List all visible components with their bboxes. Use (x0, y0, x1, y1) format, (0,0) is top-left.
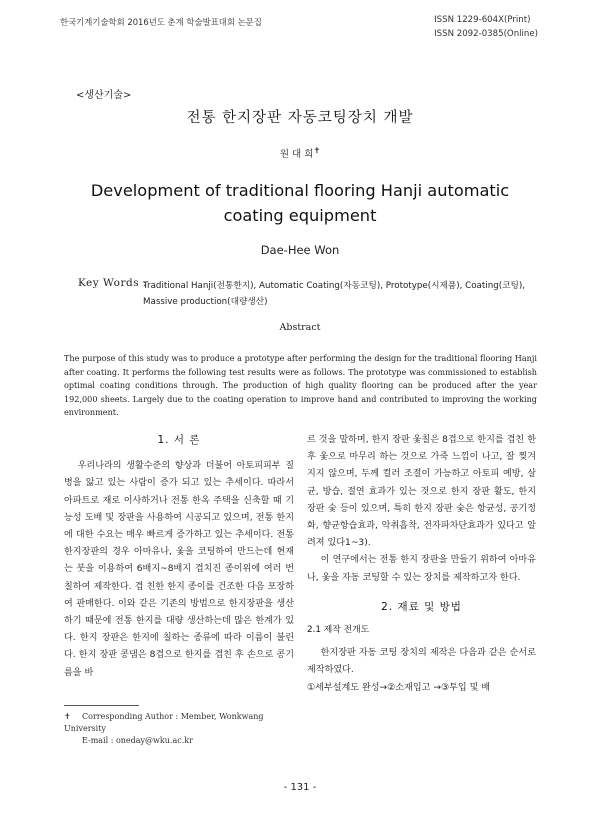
abstract-text: The purpose of this study was to produce a prototype after performing the design for the traditional flooring Hanji after coating. It performs the following test results were as follows. The prototype was commissioned to establish optimal coating conditions through. The production of high quality flooring can be produced after the year 192,000 sheets. Largely due to the coating operation to improve hand and contributed to improving the working environment. (64, 353, 537, 418)
footnote (64, 711, 296, 747)
page-number: - 131 - (283, 782, 317, 793)
issn-online: ISSN 2092-0385(Online) (434, 29, 538, 39)
keywords-label: Key Words : (78, 277, 147, 289)
author-english: Dae-Hee Won (260, 243, 340, 257)
section-tag: <생산기술> (76, 90, 132, 101)
methods-subheading: 2.1 제작 전개도 (307, 625, 370, 636)
issn-print: ISSN 1229-604X(Print) (434, 15, 531, 25)
conference-header: 한국기계기술학회 2016년도 춘계 학술발표대회 논문집 (60, 17, 262, 27)
author-korean-name: 원 대 희 (279, 149, 314, 161)
footnote-line-2: E-mail : oneday@wku.ac.kr (82, 736, 193, 745)
title-korean: 전통 한지장판 자동코팅장치 개발 (186, 110, 414, 126)
footnote-rule (64, 705, 139, 706)
intro-column-left (64, 432, 294, 682)
footnote-mark: ✝ (64, 712, 71, 721)
issn-block (434, 13, 538, 41)
intro-paragraph: 우리나라의 생활수준의 향상과 더불어 아토피피부 질병을 앓고 있는 사람이 증가 되고 있는 추세이다. 따라서 아파트로 재로 이사하거나 전통 한옥 주택을 신축할 때 기능성 도배 및 장판을 사용하여 시공되고 있으며, 전통 한지에 대한 수요는 매우 빠르게 증가하고 있는 추세이다. 전통 한지장판의 경우 아마유나, 옻을 코팅하여 만드는데 현재는 붓을 이용하여 6배지~8배지 겹치진 종이위에 여러 번 칠하여 제작한다. 겹 친한 한지 종이를 건조한 다음 포장하여 판매한다. 이와 같은 기존의 방법으로 한지장판을 생산하기 때문에 전통 한지를 대량 생산하는데 많은 한계가 있다. 한지 장판은 한지에 칠하는 종류에 따라 이름이 불린다. 한지 장판 콩댐은 8겹으로 한지를 겹친 후 손으로 콩기름을 바 (64, 461, 294, 678)
methods-heading: 2. 재료 및 방법 (381, 600, 462, 613)
abstract-title: Abstract (279, 322, 321, 333)
intro-heading: 1. 서 론 (157, 434, 201, 446)
footnote-line-1: Corresponding Author : Member, Wonkwang University (64, 712, 264, 733)
column-right (307, 432, 536, 697)
author-mark: ✝ (313, 146, 321, 155)
methods-paragraph-1: 한지장판 자동 코팅 장치의 제작은 다음과 같은 순서로 제작하였다. (307, 648, 536, 676)
intro-paragraph-2: 이 연구에서는 전통 한지 장판을 만들기 위하여 아마유나, 옻을 자동 코팅할 수 있는 장치를 제작하고자 한다. (307, 555, 536, 583)
intro-paragraph-continued: 르 것을 말하며, 한지 장판 옻칠은 8겹으로 한지를 겹친 한 후 옻으로 마무리 하는 것으로 가죽 느낌이 나고, 잘 찢겨지지 않으며, 두께 컬러 조절이 가능하고 아토피 예방, 살균, 방습, 절연 효과가 있는 것으로 한지 장판 활도, 한지 장판 숯 등이 있으며, 특히 한지 장판 숯은 항균성, 공기정화, 향균항습효과, 악취흡착, 전자파차단효과가 있다고 알려져 있다1~3). (307, 435, 536, 549)
methods-paragraph-2: ①세부설계도 완성→②소재입고 →③투입 및 배 (307, 682, 491, 693)
keywords-text: Traditional Hanji(전통한지), Automatic Coating(자동코팅), Prototype(시제품), Coating(코팅), Massive production(대량생산) (143, 281, 526, 307)
title-english: Development of traditional flooring Hanji automatic coating equipment (90, 181, 510, 225)
author-korean (0, 146, 600, 160)
